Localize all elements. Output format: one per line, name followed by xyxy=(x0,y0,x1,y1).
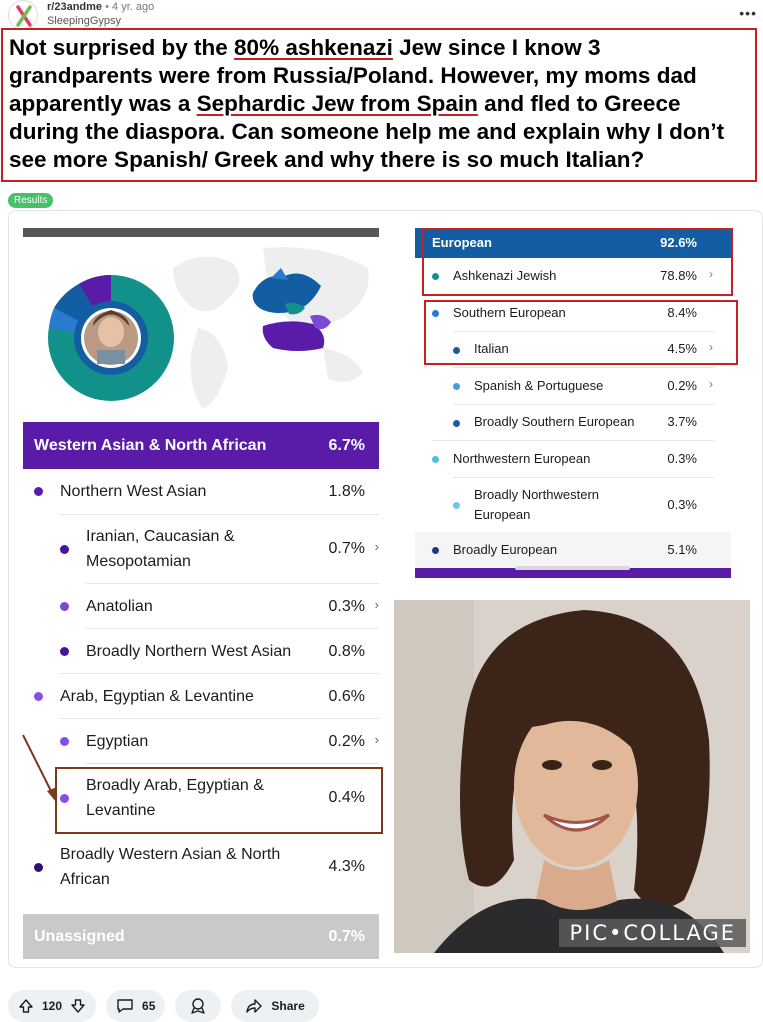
map-header-bar xyxy=(23,228,379,237)
population-pct: 4.5% xyxy=(667,341,697,356)
population-label: Egyptian xyxy=(86,733,149,750)
unassigned-pct: 0.7% xyxy=(328,927,365,945)
population-label: Broadly Western Asian & North African xyxy=(60,846,281,888)
avatar-23andme-icon xyxy=(9,1,38,30)
list-item[interactable] xyxy=(415,258,731,294)
list-item[interactable] xyxy=(415,368,731,404)
color-dot xyxy=(432,547,439,554)
population-pct: 0.3% xyxy=(667,451,697,466)
list-item[interactable] xyxy=(415,295,731,331)
comment-count: 65 xyxy=(142,999,156,1013)
comment-icon xyxy=(116,998,134,1014)
color-dot xyxy=(34,863,43,872)
category-label: European xyxy=(432,235,492,250)
population-pct: 0.4% xyxy=(328,789,365,806)
population-pct: 0.3% xyxy=(328,598,365,615)
population-pct: 1.8% xyxy=(328,483,365,500)
title-part: and fled to Greece during the diaspora. Can someone help me and explain why I don’t see more Spanish/ Greek and why there is so much Italian? xyxy=(9,91,725,172)
chevron-right-icon[interactable]: › xyxy=(709,340,713,354)
title-part: Jew since I know 3 grandparents were from Russia/Poland. However, my moms dad apparently was a xyxy=(9,35,697,116)
population-pct: 0.8% xyxy=(328,643,365,660)
subreddit-name[interactable] xyxy=(47,1,154,13)
selfie-photo xyxy=(394,600,750,953)
population-label: Italian xyxy=(474,341,509,356)
western-asian-list xyxy=(23,469,379,949)
color-dot xyxy=(60,647,69,656)
title-part: Not surprised by the xyxy=(9,35,235,60)
color-dot xyxy=(60,602,69,611)
color-dot xyxy=(432,310,439,317)
subreddit-label[interactable]: r/23andme xyxy=(47,1,103,13)
population-label: Anatolian xyxy=(86,598,153,615)
population-label: Ashkenazi Jewish xyxy=(453,268,557,283)
post-image[interactable] xyxy=(8,210,763,968)
pic-collage-watermark: PIC•COLLAGE xyxy=(559,919,746,947)
chevron-right-icon[interactable]: › xyxy=(374,597,379,612)
chevron-right-icon[interactable]: › xyxy=(709,377,713,391)
color-dot xyxy=(453,383,460,390)
share-label: Share xyxy=(271,999,305,1013)
population-pct: 0.6% xyxy=(328,688,365,705)
population-pct: 8.4% xyxy=(667,305,697,320)
more-icon[interactable]: ••• xyxy=(739,5,757,21)
award-button[interactable] xyxy=(175,990,221,1022)
subreddit-avatar[interactable] xyxy=(8,0,38,30)
population-label: Northern West Asian xyxy=(60,483,207,500)
color-dot xyxy=(60,545,69,554)
author-name[interactable]: SleepingGypsy xyxy=(47,15,121,27)
list-item[interactable] xyxy=(23,629,379,673)
population-label: Broadly Arab, Egyptian & Levantine xyxy=(86,777,264,819)
population-pct: 5.1% xyxy=(667,542,697,557)
post-actions xyxy=(8,990,319,1022)
category-pct: 6.7% xyxy=(328,436,365,454)
vote-count: 120 xyxy=(42,999,63,1013)
population-label: Broadly Northern West Asian xyxy=(86,643,292,660)
list-item[interactable] xyxy=(415,332,731,367)
unassigned-label: Unassigned xyxy=(34,927,125,945)
post-age: 4 yr. ago xyxy=(112,1,155,13)
population-pct: 0.2% xyxy=(328,733,365,750)
color-dot xyxy=(453,502,460,509)
color-dot xyxy=(432,456,439,463)
list-item[interactable] xyxy=(415,478,731,532)
category-pct: 92.6% xyxy=(660,235,697,250)
title-highlight: 80% ashkenazi xyxy=(234,35,393,60)
color-dot xyxy=(34,487,43,496)
ancestry-map xyxy=(23,238,379,418)
population-label: Broadly Southern European xyxy=(474,414,635,429)
list-item[interactable] xyxy=(23,515,379,583)
vote-control xyxy=(8,990,96,1022)
color-dot xyxy=(453,347,460,354)
separator-dot: • xyxy=(105,1,109,13)
population-pct: 3.7% xyxy=(667,414,697,429)
list-item[interactable] xyxy=(415,441,731,477)
list-item[interactable] xyxy=(23,764,379,832)
title-highlight: Sephardic Jew from Spain xyxy=(196,91,478,116)
chevron-right-icon[interactable]: › xyxy=(709,267,713,281)
list-item[interactable] xyxy=(23,674,379,718)
population-pct: 0.2% xyxy=(667,378,697,393)
list-item[interactable] xyxy=(23,719,379,763)
scroll-indicator[interactable] xyxy=(515,566,630,570)
population-label: Northwestern European xyxy=(453,451,591,466)
share-icon xyxy=(245,998,263,1014)
population-label: Spanish & Portuguese xyxy=(474,378,604,393)
western-asian-header[interactable] xyxy=(23,422,379,469)
population-pct: 4.3% xyxy=(328,858,365,875)
flair-badge[interactable]: Results xyxy=(8,193,53,208)
arrow-icon xyxy=(19,731,61,806)
unassigned-row[interactable] xyxy=(23,914,379,959)
population-pct: 0.3% xyxy=(667,497,697,512)
list-item[interactable] xyxy=(415,532,731,568)
share-button[interactable] xyxy=(231,990,318,1022)
population-pct: 78.8% xyxy=(660,268,697,283)
population-label: Broadly European xyxy=(453,542,558,557)
color-dot xyxy=(34,692,43,701)
list-item[interactable] xyxy=(23,584,379,628)
category-label: Western Asian & North African xyxy=(34,436,267,454)
population-label: Southern European xyxy=(453,305,566,320)
list-item[interactable] xyxy=(23,469,379,514)
post-title-box xyxy=(1,28,757,182)
comments-button[interactable] xyxy=(106,990,165,1022)
list-item[interactable] xyxy=(23,833,379,901)
color-dot xyxy=(432,273,439,280)
european-header[interactable] xyxy=(415,228,731,258)
post-title xyxy=(9,34,749,174)
chevron-right-icon[interactable]: › xyxy=(374,732,379,747)
chevron-right-icon[interactable]: › xyxy=(374,539,379,554)
upvote-icon[interactable] xyxy=(18,998,34,1014)
color-dot xyxy=(453,420,460,427)
population-label: Arab, Egyptian & Levantine xyxy=(60,688,254,705)
population-label: Broadly Northwestern European xyxy=(474,487,599,522)
population-label: Iranian, Caucasian & Mesopotamian xyxy=(86,528,235,570)
european-panel xyxy=(415,228,731,578)
award-icon xyxy=(189,997,207,1015)
post-header xyxy=(0,0,763,28)
color-dot xyxy=(60,737,69,746)
western-asian-panel xyxy=(23,422,379,945)
population-pct: 0.7% xyxy=(328,540,365,557)
color-dot xyxy=(60,794,69,803)
downvote-icon[interactable] xyxy=(70,998,86,1014)
list-item[interactable] xyxy=(415,405,731,440)
